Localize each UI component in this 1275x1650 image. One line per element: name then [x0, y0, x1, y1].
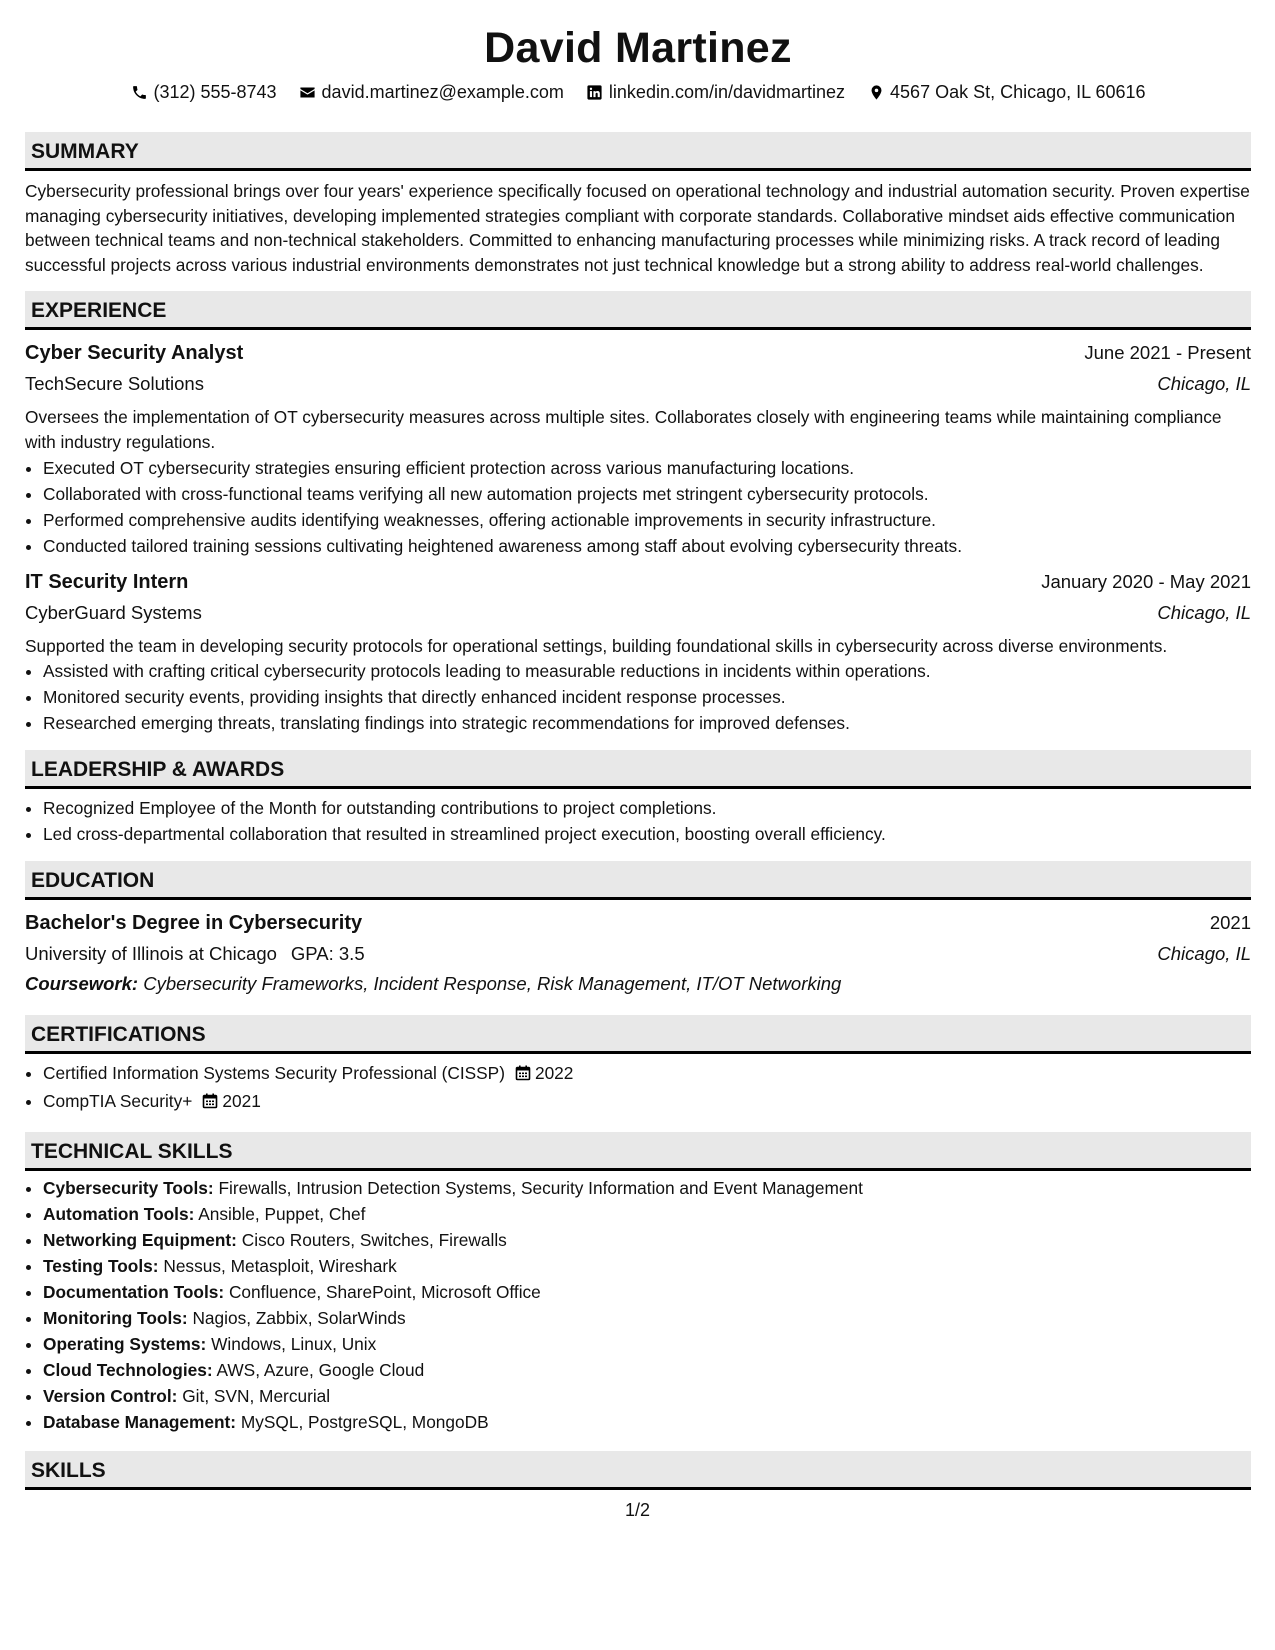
skill-value: Nessus, Metasploit, Wireshark [163, 1256, 397, 1277]
skill-value: Windows, Linux, Unix [211, 1334, 377, 1355]
phone-icon [130, 83, 148, 101]
school-name: University of Illinois at Chicago [25, 943, 277, 965]
skill-value: MySQL, PostgreSQL, MongoDB [240, 1412, 489, 1433]
skill-label: Testing Tools: [43, 1256, 159, 1277]
degree-name: Bachelor's Degree in Cybersecurity [25, 912, 363, 935]
list-item [43, 1175, 1251, 1201]
list-item [43, 1060, 1251, 1088]
skill-label: Cybersecurity Tools: [43, 1178, 214, 1199]
list-item [43, 1253, 1251, 1279]
contact-address [867, 80, 1146, 104]
skill-value: AWS, Azure, Google Cloud [216, 1360, 425, 1381]
list-item [43, 1409, 1251, 1435]
linkedin-text[interactable]: linkedin.com/in/davidmartinez [608, 82, 846, 102]
skill-value: Nagios, Zabbix, SolarWinds [192, 1308, 406, 1329]
coursework-label: Coursework: [25, 973, 139, 995]
skill-label: Documentation Tools: [43, 1282, 225, 1303]
list-item: • Researched emerging threats, translating findings into strategic recommendations for improved defenses. [43, 710, 1251, 736]
job-description: Oversees the implementation of OT cybersecurity measures across multiple sites. Collaborates closely with engineering teams while maintaining compliance with industry regulations. [25, 407, 1222, 452]
cert-year: 2021 [222, 1091, 261, 1112]
email-text[interactable]: david.martinez@example.com [321, 82, 564, 102]
list-item [43, 1227, 1251, 1253]
list-item [43, 1357, 1251, 1383]
contact-email[interactable] [299, 80, 564, 104]
list-item [43, 1331, 1251, 1357]
section-header-skills: SKILLS [25, 1451, 1251, 1490]
list-item [43, 1201, 1251, 1227]
contact-bar [25, 80, 1251, 104]
list-item: • Led cross-departmental collaboration that resulted in streamlined project execution, boosting overall efficiency. [43, 821, 1251, 847]
gpa: GPA: 3.5 [290, 943, 365, 965]
skill-value: Firewalls, Intrusion Detection Systems, Security Information and Event Management [218, 1178, 863, 1199]
section-header-leadership: LEADERSHIP & AWARDS [25, 750, 1251, 789]
graduation-year: 2021 [1209, 912, 1251, 934]
contact-linkedin[interactable] [586, 80, 845, 104]
certifications-list [25, 1060, 1251, 1116]
skill-value: Cisco Routers, Switches, Firewalls [241, 1230, 507, 1251]
list-item: • Collaborated with cross-functional teams verifying all new automation projects met stringent cybersecurity protocols. [43, 481, 1251, 507]
candidate-name: David Martinez [484, 24, 792, 72]
experience-entry [25, 567, 1251, 737]
list-item: • Conducted tailored training sessions cultivating heightened awareness among staff about evolving cybersecurity threats. [43, 533, 1251, 559]
job-bullets [25, 455, 1251, 559]
skill-value: Ansible, Puppet, Chef [198, 1204, 366, 1225]
skill-label: Automation Tools: [43, 1204, 195, 1225]
job-title: IT Security Intern [25, 570, 189, 593]
list-item [43, 1305, 1251, 1331]
list-item: • Recognized Employee of the Month for outstanding contributions to project completions. [43, 795, 1251, 821]
list-item: • Monitored security events, providing insights that directly enhanced incident response processes. [43, 684, 1251, 710]
list-item: • Executed OT cybersecurity strategies ensuring efficient protection across various manufacturing locations. [43, 455, 1251, 481]
job-dates: June 2021 - Present [1084, 342, 1251, 364]
calendar-icon [515, 1062, 531, 1088]
page-number: 1/2 [624, 1500, 651, 1520]
envelope-icon [299, 83, 317, 101]
cert-year: 2022 [534, 1063, 574, 1084]
section-header-experience: EXPERIENCE [25, 291, 1251, 330]
summary-text: Cybersecurity professional brings over four years' experience specifically focused on operational technology and industrial automation security. Proven expertise managing cybersecurity initiatives, developing implemented strategies compliant with corporate standards. Collaborative mindset aids effective communication between technical teams and non-technical stakeholders. Committed to enhancing manufacturing processes while minimizing risks. A track record of leading successful projects across various industrial environments demonstrates not just technical knowledge but a strong ability to address real-world challenges. [25, 181, 1250, 275]
school-line [25, 938, 365, 969]
job-location: Chicago, IL [1157, 373, 1251, 395]
linkedin-icon [586, 83, 604, 101]
education-entry [25, 908, 1251, 999]
list-item [43, 1383, 1251, 1409]
job-bullets [25, 658, 1251, 736]
job-location: Chicago, IL [1157, 601, 1251, 623]
contact-phone [130, 80, 276, 104]
job-dates: January 2020 - May 2021 [1041, 570, 1251, 592]
skill-value: Git, SVN, Mercurial [182, 1386, 331, 1407]
skill-label: Version Control: [43, 1386, 178, 1407]
technical-skills-list [25, 1175, 1251, 1435]
school-location: Chicago, IL [1157, 943, 1251, 965]
leadership-list [25, 795, 1251, 847]
resume-page [25, 0, 1251, 1490]
skill-value: Confluence, SharePoint, Microsoft Office [228, 1282, 541, 1303]
list-item: • Performed comprehensive audits identifying weaknesses, offering actionable improvements in security infrastructure. [43, 507, 1251, 533]
company-name: CyberGuard Systems [25, 601, 202, 623]
skill-label: Cloud Technologies: [43, 1360, 213, 1381]
skill-label: Operating Systems: [43, 1334, 207, 1355]
experience-entry [25, 338, 1251, 558]
skill-label: Monitoring Tools: [43, 1308, 188, 1329]
cert-name: Certified Information Systems Security Professional (CISSP) [43, 1063, 505, 1084]
calendar-icon [202, 1090, 218, 1116]
section-header-certifications: CERTIFICATIONS [25, 1015, 1251, 1054]
coursework-list: Cybersecurity Frameworks, Incident Response, Risk Management, IT/OT Networking [143, 973, 842, 995]
map-marker-icon [867, 83, 885, 101]
section-header-education: EDUCATION [25, 861, 1251, 900]
skill-label: Database Management: [43, 1412, 237, 1433]
phone-text: (312) 555-8743 [153, 82, 277, 102]
coursework [25, 969, 1251, 999]
list-item: • Assisted with crafting critical cybersecurity protocols leading to measurable reductions in incidents within operations. [43, 658, 1251, 684]
list-item [43, 1088, 1251, 1116]
skill-label: Networking Equipment: [43, 1230, 237, 1251]
section-header-technical-skills: TECHNICAL SKILLS [25, 1132, 1251, 1171]
job-title: Cyber Security Analyst [25, 342, 244, 365]
list-item [43, 1279, 1251, 1305]
cert-name: CompTIA Security+ [43, 1091, 193, 1112]
section-header-summary: SUMMARY [25, 132, 1251, 171]
job-description: Supported the team in developing security protocols for operational settings, building foundational skills in cybersecurity across diverse environments. [25, 635, 1168, 656]
company-name: TechSecure Solutions [25, 373, 204, 395]
address-text: 4567 Oak St, Chicago, IL 60616 [890, 82, 1146, 102]
